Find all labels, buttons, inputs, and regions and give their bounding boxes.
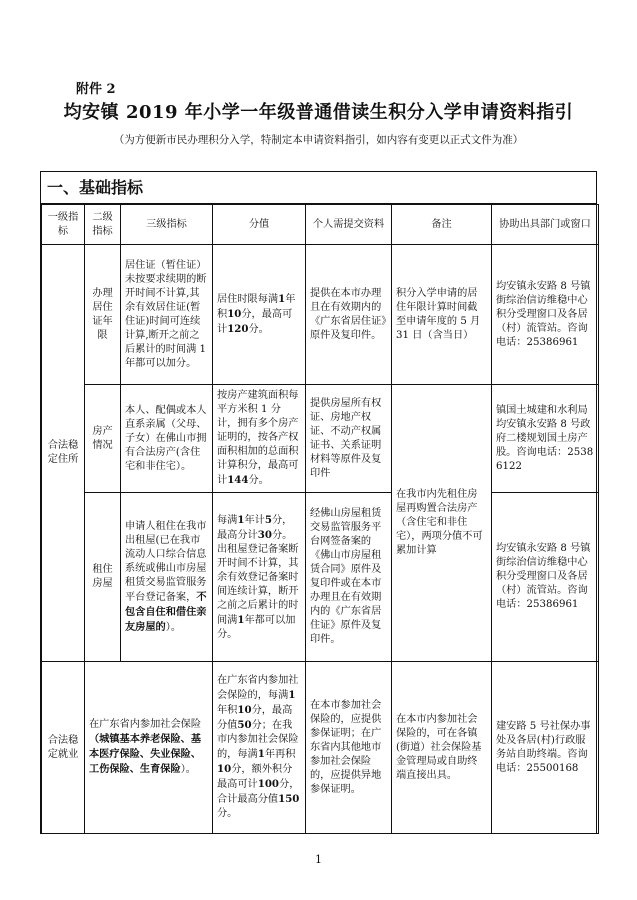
employment-remark: 在本市内参加社会保险的，可在各镇(街道）社会保险基金管理局或自助终端直接出具。 <box>392 662 492 834</box>
header-score: 分值 <box>213 205 306 245</box>
table-row <box>42 662 599 834</box>
employment-docs: 在本市参加社会保险的，应提供参保证明；在广东省内其他地市参加社会保险的，应提供异地参保证明。 <box>306 662 392 834</box>
employment-score: 在广东省内参加社会保险的，每满1年积10分，最高分值50分；在我市内参加社会保险的，每满1年再积10分，额外积分最高可计100分，合计最高分值150分。 <box>213 662 306 834</box>
permit-level2: 办理居住证年限 <box>85 245 121 385</box>
house-docs: 提供房屋所有权证、房地产权证、不动产权属证书、关系证明材料等原件及复印件 <box>306 385 392 493</box>
table-row <box>42 245 599 385</box>
employment-dept: 建安路 5 号社保办事处及各居(村)行政服务站自助终端。咨询电话：25500168 <box>492 662 599 834</box>
rent-docs: 经佛山房屋租赁交易监管服务平台网签备案的《佛山市房屋租赁合同》原件及复印件或在本市办理且在有效期内的《广东省居住证》原件及复印件。 <box>306 493 392 662</box>
house-dept: 镇国土城建和水利局均安镇永安路 8 号政府二楼规划国土房产股。咨询电话：25386122 <box>492 385 599 493</box>
header-row <box>42 205 599 245</box>
table-row <box>42 493 599 662</box>
header-level1: 一级指标 <box>42 205 85 245</box>
permit-remark: 积分入学申请的居住年限计算时间截至申请年度的 5 月 31 日（含当日） <box>392 245 492 385</box>
permit-docs: 提供在本市办理且在有效期内的《广东省居住证》原件及复印件。 <box>306 245 392 385</box>
header-level3: 三级指标 <box>121 205 213 245</box>
guideline-table <box>41 204 599 834</box>
rent-level3: 申请人租住在我市出租屋(已在我市流动人口综合信息系统或佛山市房屋租赁交易监管服务平台登记备案，不包含自住和借住亲友房屋的）。 <box>121 493 213 662</box>
house-level2: 房产情况 <box>85 385 121 493</box>
rent-score: 每满1年计5分，最高分计30分。出租屋登记备案断开时间不计算，其余有效登记备案时间连续计算，断开之前之后累计的时间满1年都可以加分。 <box>213 493 306 662</box>
table-row <box>42 385 599 493</box>
header-docs: 个人需提交资料 <box>306 205 392 245</box>
house-level3: 本人、配偶或本人直系亲属（父母、子女）在佛山市拥有合法房产(含住宅和非住宅）。 <box>121 385 213 493</box>
rent-level2: 租住房屋 <box>85 493 121 662</box>
attachment-label: 附件 2 <box>76 82 116 97</box>
house-score: 按房产建筑面积每平方米积 1 分计，拥有多个房产证明的，按各产权面积相加的总面积计算积分，最高可计144分。 <box>213 385 306 493</box>
employment-level1: 合法稳定就业 <box>42 662 85 834</box>
rent-remark: 在我市内先租住房屋再购置合法房产（含住宅和非住宅），两项分值不可累加计算 <box>392 385 492 662</box>
page-number: 1 <box>315 853 322 866</box>
header-dept: 协助出具部门或窗口 <box>492 205 599 245</box>
header-level2: 二级指标 <box>85 205 121 245</box>
employment-level3: 在广东省内参加社会保险（城镇基本养老保险、基本医疗保险、失业保险、工伤保险、生育保险）。 <box>85 662 213 834</box>
rent-dept: 均安镇永安路 8 号镇街综治信访维稳中心积分受理窗口及各居（村）流管站。咨询电话：25386961 <box>492 493 599 662</box>
permit-dept: 均安镇永安路 8 号镇街综治信访维稳中心积分受理窗口及各居（村）流管站。咨询电话：25386961 <box>492 245 599 385</box>
residence-level1: 合法稳定住所 <box>42 245 85 662</box>
permit-level3: 居住证（暂住证）未按要求续期的断开时间不计算,其余有效居住证(暂住证)时间可连续计算,断开之前之后累计的时间满 1 年都可以加分。 <box>121 245 213 385</box>
page-title: 均安镇 2019 年小学一年级普通借读生积分入学申请资料指引 <box>63 102 574 123</box>
guideline-table-frame <box>40 171 597 834</box>
page-subtitle: （为方便新市民办理积分入学，特制定本申请资料指引，如内容有变更以正式文件为准） <box>113 134 524 146</box>
section-title: 一、基础指标 <box>41 172 596 204</box>
permit-score: 居住时限每满1年积10分，最高可计120分。 <box>213 245 306 385</box>
header-remark: 备注 <box>392 205 492 245</box>
